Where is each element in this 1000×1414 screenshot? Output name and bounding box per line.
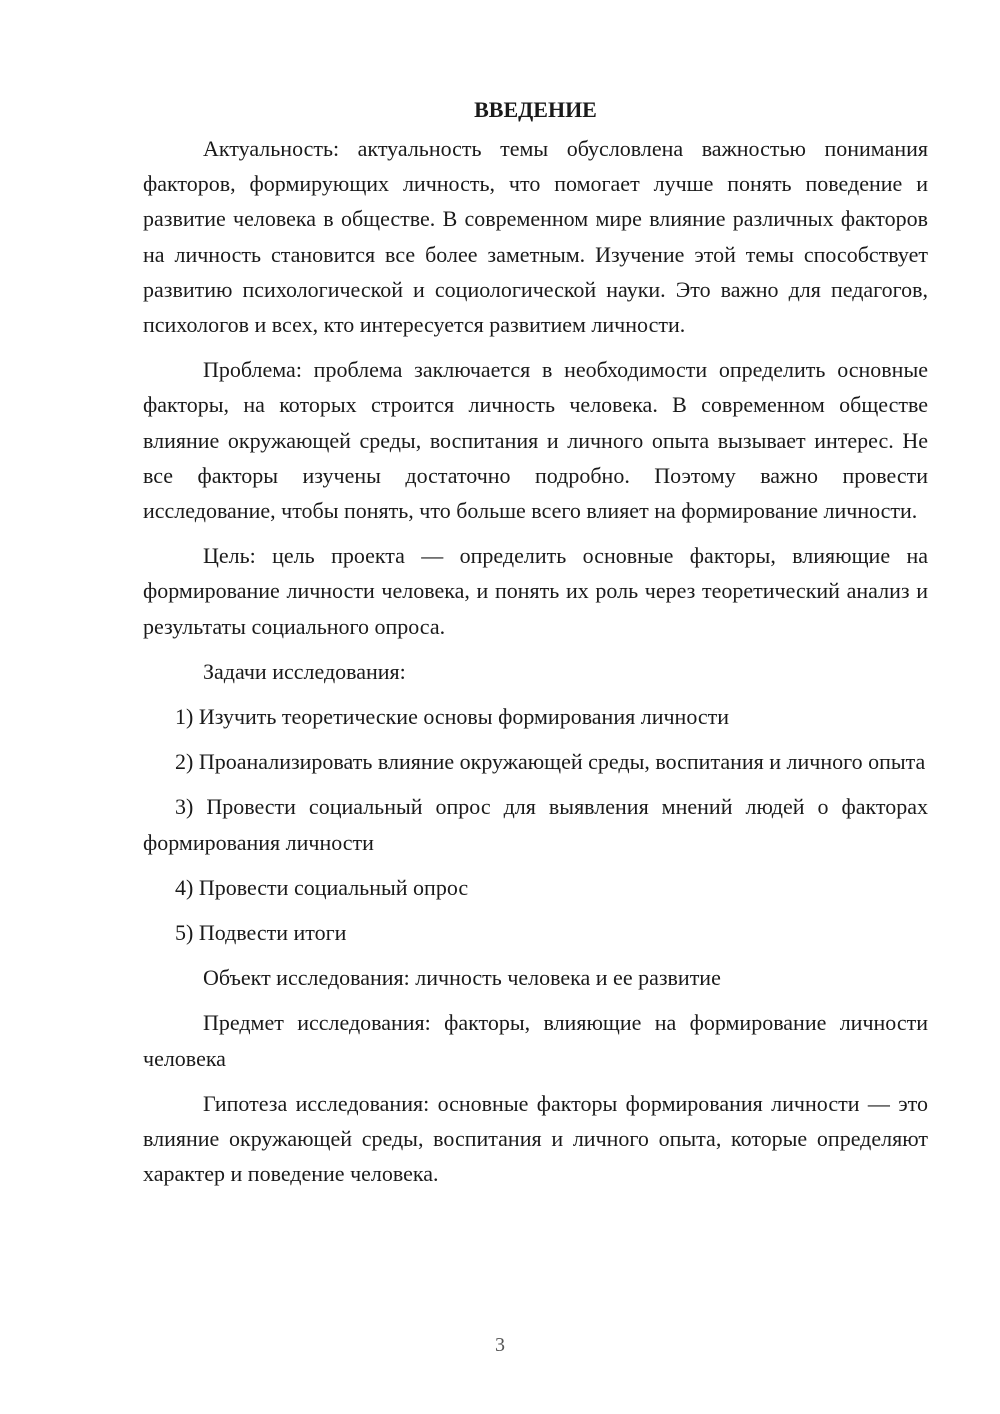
page-heading: ВВЕДЕНИЕ — [474, 97, 597, 122]
object-paragraph: Объект исследования: личность человека и ее развитие — [203, 965, 721, 991]
subject-paragraph: Предмет исследования: факторы, влияющие на формирование личности человека — [143, 1010, 928, 1071]
task-item-2: 2) Проанализировать влияние окружающей среды, воспитания и личного опыта — [175, 749, 926, 775]
task-item-4: 4) Провести социальный опрос — [175, 874, 469, 900]
task-item-1: 1) Изучить теоретические основы формирования личности — [175, 704, 730, 730]
problem-paragraph: Проблема: проблема заключается в необходимости определить основные факторы, на которых строится личность человека. В современном обществе влияние окружающей среды, воспитания и личного опыта вызывает интерес. Не все факторы изучены достаточно подробно. Поэтому важно провести исследование, чтобы понять, что больше всего влияет на формирование личности. — [143, 357, 928, 524]
tasks-title: Задачи исследования: — [203, 658, 406, 684]
page-number: 3 — [495, 1334, 505, 1356]
document-body — [143, 92, 928, 1191]
task-item-5: 5) Подвести итоги — [175, 920, 347, 946]
goal-paragraph: Цель: цель проекта — определить основные факторы, влияющие на формирование личности человека, и понять их роль через теоретический анализ и результаты социального опроса. — [143, 543, 928, 639]
task-item-3: 3) Провести социальный опрос для выявления мнений людей о факторах формирования личности — [143, 794, 928, 855]
relevance-paragraph: Актуальность: актуальность темы обусловлена важностью понимания факторов, формирующих личность, что помогает лучше понять поведение и развитие человека в обществе. В современном мире влияние различных факторов на личность становится все более заметным. Изучение этой темы способствует развитию психологической и социологической науки. Это важно для педагогов, психологов и всех, кто интересуется развитием личности. — [143, 136, 928, 338]
hypothesis-paragraph: Гипотеза исследования: основные факторы формирования личности — это влияние окружающей среды, воспитания и личного опыта, которые определяют характер и поведение человека. — [143, 1090, 928, 1187]
